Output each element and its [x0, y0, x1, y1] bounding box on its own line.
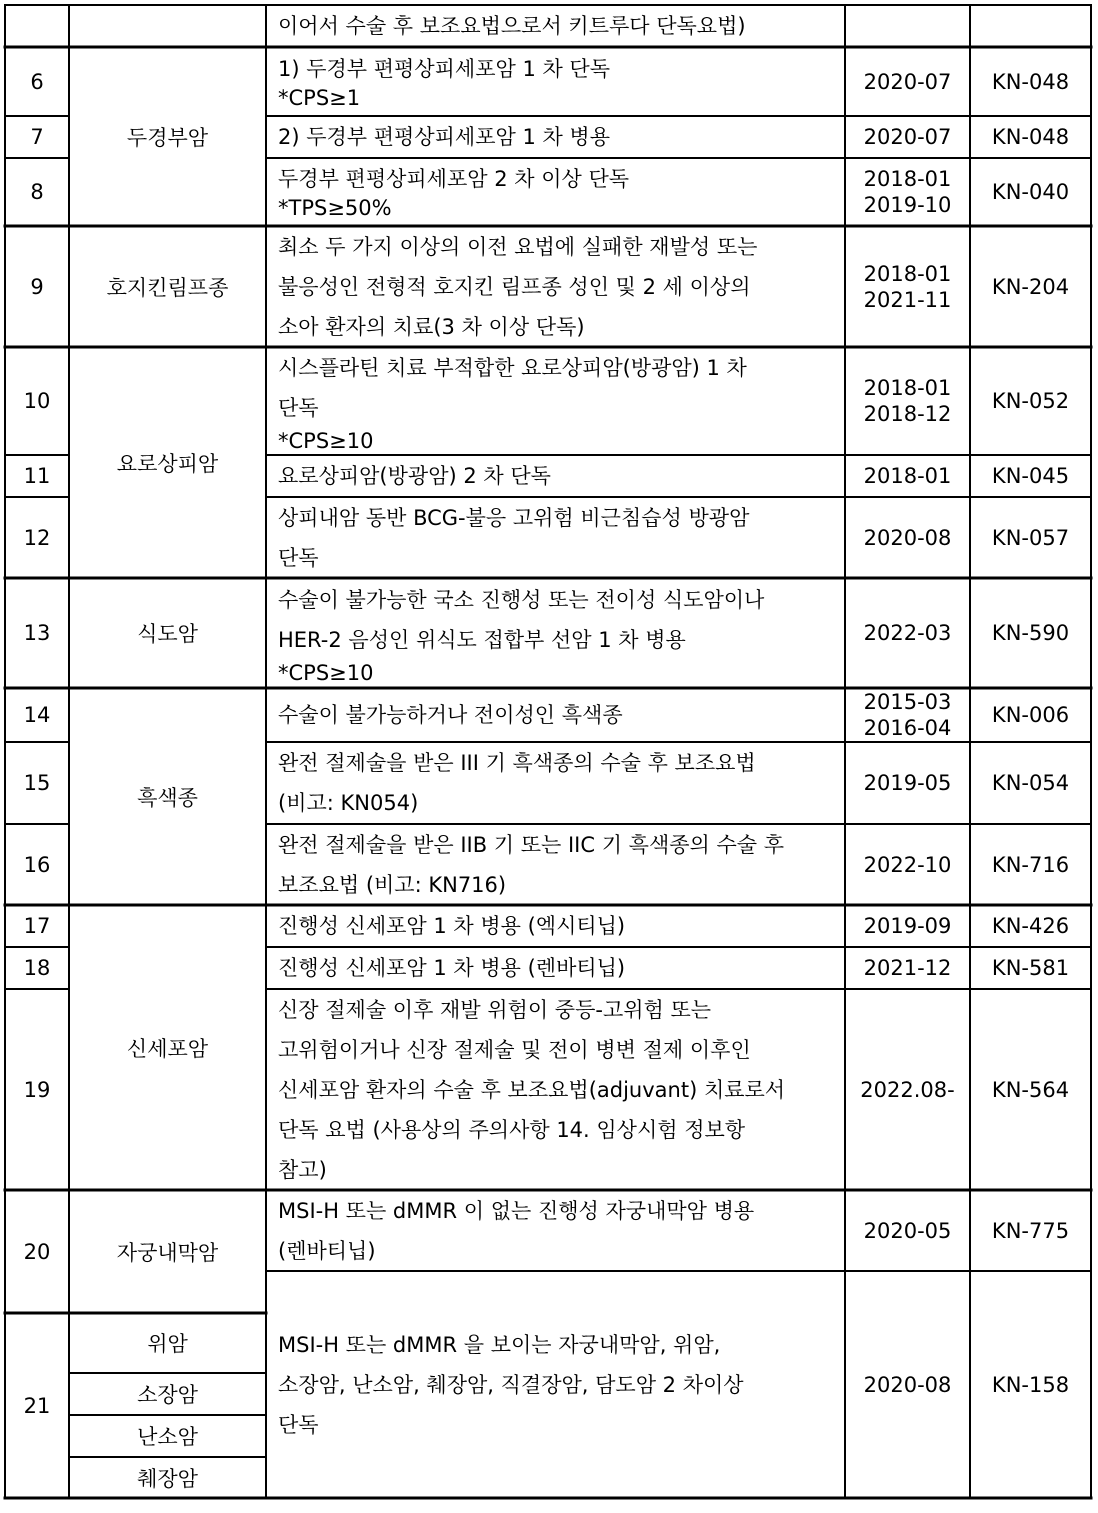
row12-date: 2020-08: [863, 525, 952, 550]
row12-desc: [266, 497, 845, 578]
desc-line: 불응성인 전형적 호지킨 림프종 성인 및 2 세 이상의: [278, 274, 751, 299]
row11-desc: [266, 455, 845, 497]
desc-line: 완전 절제술을 받은 III 기 흑색종의 수술 후 보조요법: [278, 751, 756, 775]
desc-line: 단독: [278, 545, 319, 570]
row16-no: 16: [23, 852, 51, 877]
date-line: 2018-01: [863, 261, 952, 286]
desc-line: 보조요법 (비고: KN716): [278, 872, 507, 897]
row13-no: 13: [23, 621, 51, 645]
date-line: 2016-04: [863, 716, 952, 740]
date-line: 2018-01: [863, 167, 952, 191]
desc-line: (렌바티닙): [278, 1238, 376, 1263]
desc-line: 이어서 수술 후 보조요법으로서 키트루다 단독요법): [278, 14, 746, 38]
row21-desc: [266, 1271, 845, 1498]
cancer-renal: 신세포암: [126, 1036, 209, 1061]
row6-date: 2020-07: [863, 69, 952, 94]
row19-desc: [266, 989, 845, 1190]
row15-desc: [266, 742, 845, 824]
row19-no: 19: [23, 1077, 51, 1102]
row16-study: KN-716: [991, 852, 1070, 877]
row10-no: 10: [23, 389, 51, 413]
row7-study: KN-048: [991, 125, 1070, 149]
row18-desc: [266, 947, 845, 989]
row18-study: KN-581: [991, 956, 1070, 980]
desc-line: 소아 환자의 치료(3 차 이상 단독): [278, 314, 585, 339]
desc-line: *CPS≥10: [278, 429, 374, 453]
row7-desc: [266, 116, 845, 158]
row10-date: [845, 347, 970, 455]
row19-study: KN-564: [991, 1077, 1070, 1102]
desc-line: 상피내암 동반 BCG-불응 고위험 비근침습성 방광암: [278, 505, 750, 530]
desc-line: *TPS≥50%: [278, 196, 392, 220]
date-line: 2015-03: [863, 690, 952, 714]
row7-no: 7: [30, 125, 44, 149]
row8-date: [845, 158, 970, 226]
row19-date: 2022.08-: [860, 1077, 955, 1102]
row8-no: 8: [30, 180, 44, 204]
row20-desc: [266, 1190, 845, 1271]
desc-line: 단독: [278, 396, 319, 420]
cancer-pancreatic: 췌장암: [137, 1466, 198, 1491]
cancer-gastric: 위암: [147, 1332, 188, 1356]
desc-line: 최소 두 가지 이상의 이전 요법에 실패한 재발성 또는: [278, 234, 758, 259]
row15-date: 2019-05: [863, 771, 952, 795]
cont-desc: [266, 5, 845, 47]
row12-study: KN-057: [991, 525, 1070, 550]
desc-line: (비고: KN054): [278, 791, 419, 815]
row11-date: 2018-01: [863, 464, 952, 488]
cancer-endometrial: 자궁내막암: [116, 1240, 219, 1265]
row14-date: [845, 688, 970, 742]
row9-study: KN-204: [991, 274, 1070, 299]
desc-line: MSI-H 또는 dMMR 을 보이는 자궁내막암, 위암,: [278, 1332, 721, 1357]
row20-study: KN-775: [991, 1218, 1070, 1243]
desc-line: 고위험이거나 신장 절제술 및 전이 병변 절제 이후인: [278, 1037, 751, 1062]
desc-line: 두경부 편평상피세포암 2 차 이상 단독: [278, 167, 630, 191]
row9-no: 9: [30, 274, 44, 299]
desc-line: 시스플라틴 치료 부적합한 요로상피암(방광암) 1 차: [278, 356, 747, 380]
desc-line: 진행성 신세포암 1 차 병용 (렌바티닙): [278, 956, 626, 980]
cancer-small-intestine: 소장암: [137, 1383, 198, 1407]
row20-no: 20: [23, 1239, 51, 1264]
desc-line: 완전 절제술을 받은 IIB 기 또는 IIC 기 흑색종의 수술 후: [278, 832, 785, 857]
row15-no: 15: [23, 771, 51, 795]
row18-date: 2021-12: [863, 956, 952, 980]
row6-no: 6: [30, 69, 44, 94]
desc-line: 수술이 불가능하거나 전이성인 흑색종: [278, 703, 623, 727]
desc-line: *CPS≥10: [278, 661, 374, 685]
row9-desc: [266, 226, 845, 347]
row11-no: 11: [23, 464, 51, 488]
row10-desc: [266, 347, 845, 455]
row17-desc: [266, 905, 845, 947]
cancer-hodgkin: 호지킨림프종: [106, 275, 229, 300]
row6-study: KN-048: [991, 69, 1070, 94]
row17-no: 17: [23, 914, 51, 938]
row21-date: 2020-08: [863, 1372, 952, 1397]
row16-desc: [266, 824, 845, 905]
row10-study: KN-052: [991, 389, 1070, 413]
row13-desc: [266, 578, 845, 688]
row7-date: 2020-07: [863, 125, 952, 149]
cancer-urothelial: 요로상피암: [116, 451, 219, 476]
cancer-ovarian: 난소암: [137, 1425, 198, 1449]
row16-date: 2022-10: [863, 852, 952, 877]
row21-no: 21: [23, 1393, 51, 1418]
desc-line: 단독: [278, 1412, 319, 1437]
desc-line: 소장암, 난소암, 췌장암, 직결장암, 담도암 2 차이상: [278, 1372, 744, 1397]
row14-study: KN-006: [991, 703, 1070, 727]
row14-desc: [266, 688, 845, 742]
row17-date: 2019-09: [863, 914, 952, 938]
desc-line: HER-2 음성인 위식도 접합부 선암 1 차 병용: [278, 628, 686, 652]
row8-study: KN-040: [991, 180, 1070, 204]
row21-study: KN-158: [991, 1372, 1070, 1397]
row20-date: 2020-05: [863, 1218, 952, 1243]
desc-line: 수술이 불가능한 국소 진행성 또는 전이성 식도암이나: [278, 588, 765, 612]
desc-line: 단독 요법 (사용상의 주의사항 14. 임상시험 정보항: [278, 1117, 746, 1142]
row17-study: KN-426: [991, 914, 1070, 938]
date-line: 2018-01: [863, 376, 952, 400]
desc-line: *CPS≥1: [278, 85, 361, 110]
row6-desc: [266, 47, 845, 116]
row11-study: KN-045: [991, 464, 1070, 488]
desc-line: 2) 두경부 편평상피세포암 1 차 병용: [278, 125, 611, 149]
row8-desc: [266, 158, 845, 226]
date-line: 2019-10: [863, 193, 952, 217]
row13-study: KN-590: [991, 621, 1070, 645]
desc-line: 신세포암 환자의 수술 후 보조요법(adjuvant) 치료로서: [278, 1077, 786, 1102]
cancer-esophageal: 식도암: [137, 622, 198, 646]
date-line: 2021-11: [863, 287, 952, 312]
row9-date: [845, 226, 970, 347]
date-line: 2018-12: [863, 402, 952, 426]
desc-line: 진행성 신세포암 1 차 병용 (엑시티닙): [278, 914, 626, 938]
desc-line: 참고): [278, 1157, 327, 1182]
desc-line: 1) 두경부 편평상피세포암 1 차 단독: [278, 56, 611, 81]
row14-no: 14: [23, 703, 51, 727]
row15-study: KN-054: [991, 771, 1070, 795]
row13-date: 2022-03: [863, 621, 952, 645]
cancer-head-neck: 두경부암: [126, 125, 209, 150]
desc-line: 신장 절제술 이후 재발 위험이 중등-고위험 또는: [278, 997, 712, 1022]
desc-line: 요로상피암(방광암) 2 차 단독: [278, 464, 551, 488]
cancer-melanoma: 흑색종: [137, 785, 198, 810]
desc-line: MSI-H 또는 dMMR 이 없는 진행성 자궁내막암 병용: [278, 1198, 755, 1223]
row12-no: 12: [23, 525, 51, 550]
row18-no: 18: [23, 956, 51, 980]
